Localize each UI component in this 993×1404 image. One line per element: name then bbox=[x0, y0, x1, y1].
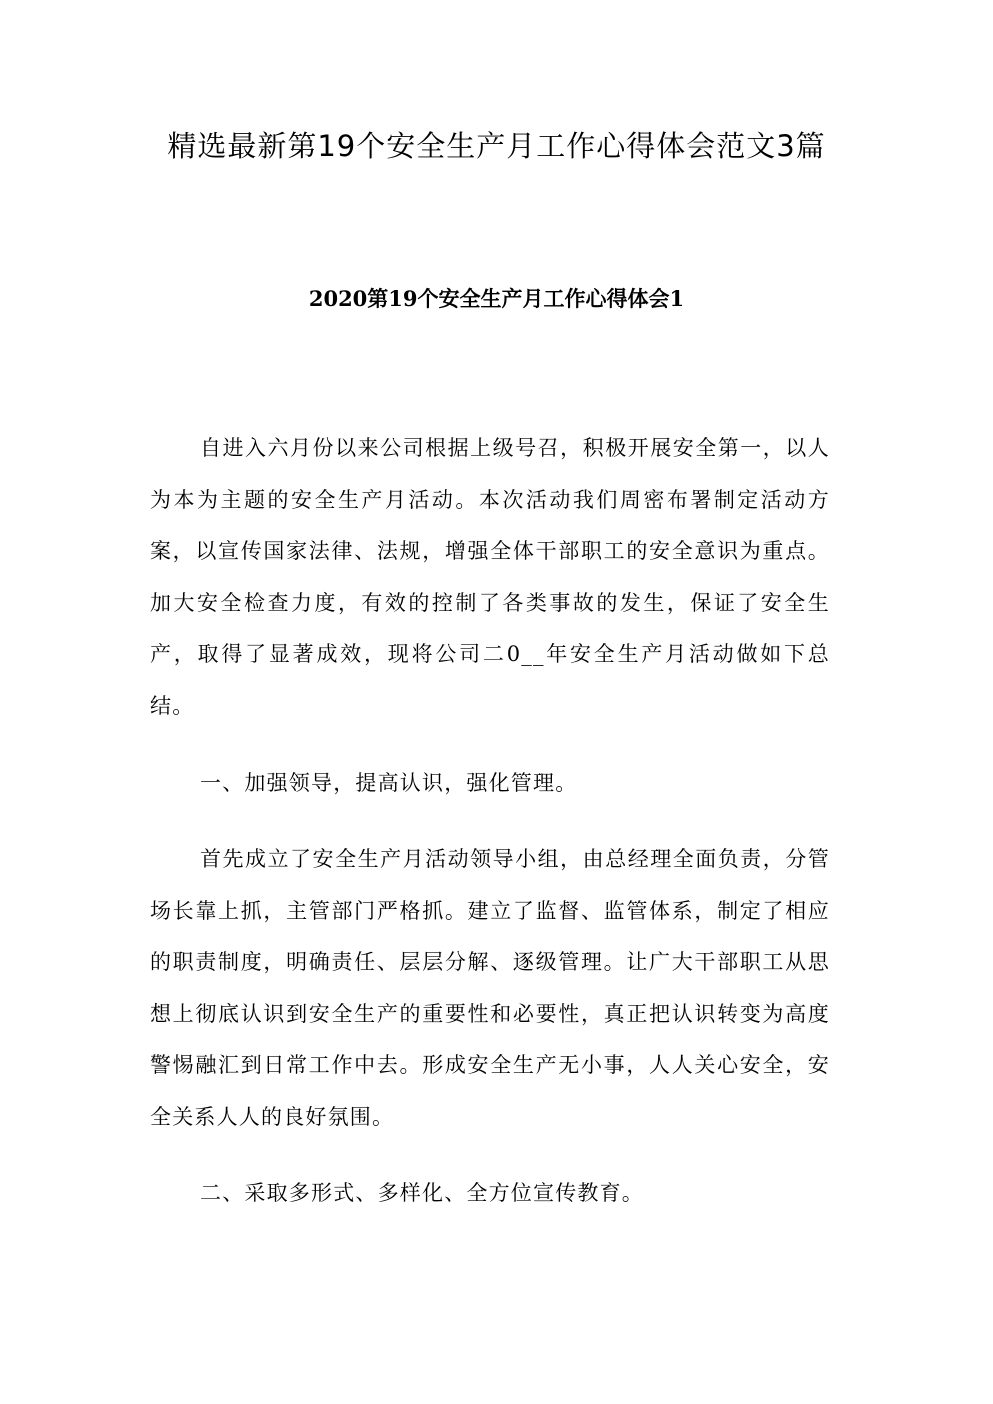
section-subtitle: 2020第19个安全生产月工作心得体会1 bbox=[308, 286, 685, 311]
section-heading-1: 一、加强领导，提高认识，强化管理。 bbox=[200, 771, 578, 795]
paragraph-intro: 自进入六月份以来公司根据上级号召，积极开展安全第一，以人为本为主题的安全生产月活动。本次活动我们周密布署制定活动方案，以宣传国家法律、法规，增强全体干部职工的安全意识为重点。加大安全检查力度，有效的控制了各类事故的发生，保证了安全生产，取得了显著成效，现将公司二0__年安全生产月活动做如下总结。 bbox=[150, 436, 830, 718]
document-title: 精选最新第19个安全生产月工作心得体会范文3篇 bbox=[167, 129, 826, 163]
paragraph-leadership: 首先成立了安全生产月活动领导小组，由总经理全面负责，分管场长靠上抓，主管部门严格抓。建立了监督、监管体系，制定了相应的职责制度，明确责任、层层分解、逐级管理。让广大干部职工从思想上彻底认识到安全生产的重要性和必要性，真正把认识转变为高度警惕融汇到日常工作中去。形成安全生产无小事，人人关心安全，安全关系人人的良好氛围。 bbox=[150, 847, 830, 1129]
section-heading-2: 二、采取多形式、多样化、全方位宣传教育。 bbox=[200, 1181, 644, 1205]
